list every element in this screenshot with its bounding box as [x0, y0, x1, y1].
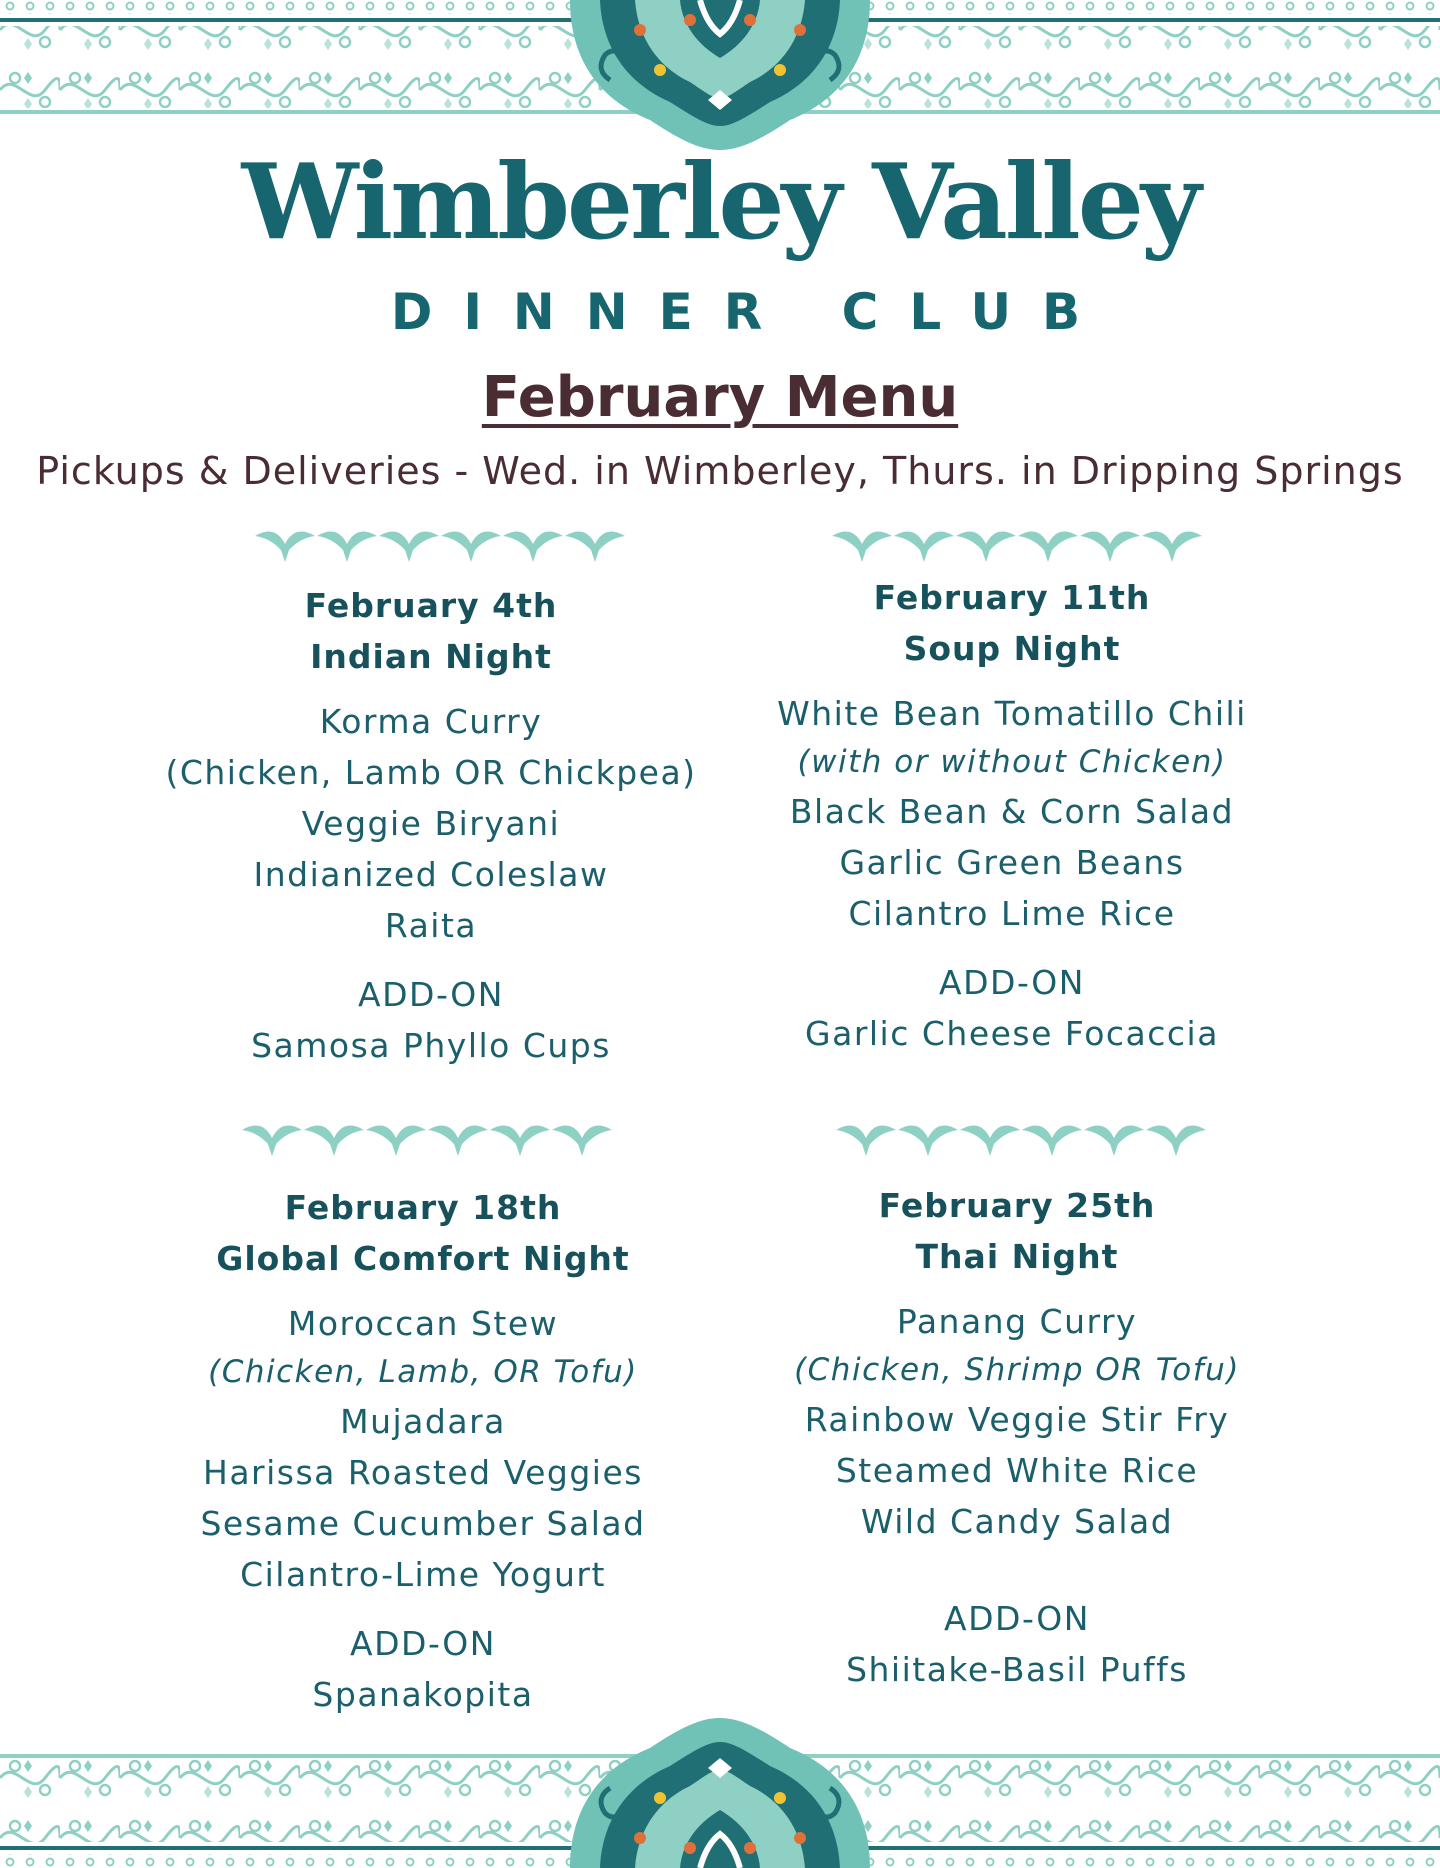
- menu-week-card: [707, 1180, 1327, 1695]
- menu-item: Rainbow Veggie Stir Fry: [804, 1400, 1230, 1439]
- addon-label: ADD-ON: [939, 963, 1085, 1002]
- week-date: February 25th: [878, 1186, 1156, 1225]
- menu-item: Harissa Roasted Veggies: [203, 1453, 643, 1492]
- menu-item: Panang Curry: [896, 1302, 1138, 1341]
- addon-label: ADD-ON: [944, 1599, 1090, 1638]
- menu-item: Cilantro-Lime Yogurt: [240, 1555, 606, 1594]
- addon-item: Spanakopita: [312, 1675, 534, 1714]
- menu-week-card: [121, 580, 741, 1071]
- menu-title-text: February Menu: [481, 365, 959, 430]
- menu-item: (with or without Chicken): [797, 744, 1227, 780]
- week-date: February 18th: [284, 1188, 562, 1227]
- leaf-divider-ornament: [822, 518, 1202, 562]
- menu-title: [0, 364, 1440, 432]
- menu-item: Cilantro Lime Rice: [848, 894, 1176, 933]
- leaf-divider-ornament: [245, 518, 625, 562]
- addon-item: Garlic Cheese Focaccia: [805, 1014, 1219, 1053]
- addon-label: ADD-ON: [358, 975, 504, 1014]
- leaf-divider-ornament: [826, 1112, 1206, 1156]
- week-date: February 11th: [873, 578, 1151, 617]
- menu-item: Korma Curry: [319, 702, 543, 741]
- menu-week-card: [113, 1182, 733, 1720]
- bottom-medallion-ornament: [540, 1718, 900, 1868]
- menu-item: Veggie Biryani: [301, 804, 561, 843]
- menu-item: Wild Candy Salad: [860, 1502, 1174, 1541]
- menu-item: Black Bean & Corn Salad: [789, 792, 1235, 831]
- addon-label: ADD-ON: [350, 1624, 496, 1663]
- menu-subtitle: Pickups & Deliveries - Wed. in Wimberley, Thurs. in Dripping Springs: [36, 449, 1404, 493]
- addon-item: Shiitake-Basil Puffs: [846, 1650, 1188, 1689]
- menu-item: (Chicken, Shrimp OR Tofu): [794, 1352, 1240, 1388]
- menu-item: Mujadara: [340, 1402, 506, 1441]
- week-theme: Soup Night: [903, 629, 1121, 668]
- leaf-divider-ornament: [232, 1112, 612, 1156]
- menu-item: Indianized Coleslaw: [253, 855, 609, 894]
- menu-item: Raita: [384, 906, 478, 945]
- menu-item: (Chicken, Lamb, OR Tofu): [208, 1354, 638, 1390]
- menu-week-card: [702, 572, 1322, 1059]
- top-medallion-ornament: [540, 0, 900, 150]
- brand-title: Wimberley Valley: [241, 140, 1199, 263]
- week-date: February 4th: [304, 586, 558, 625]
- menu-item: White Bean Tomatillo Chili: [777, 694, 1247, 733]
- menu-item: Sesame Cucumber Salad: [200, 1504, 646, 1543]
- week-theme: Thai Night: [915, 1237, 1119, 1276]
- menu-item: Moroccan Stew: [287, 1304, 559, 1343]
- menu-item: Steamed White Rice: [835, 1451, 1199, 1490]
- addon-item: Samosa Phyllo Cups: [251, 1026, 611, 1065]
- menu-item: Garlic Green Beans: [839, 843, 1185, 882]
- menu-item: (Chicken, Lamb OR Chickpea): [165, 753, 697, 792]
- brand-subtitle: DINNER CLUB: [390, 283, 1112, 341]
- week-theme: Global Comfort Night: [216, 1239, 630, 1278]
- week-theme: Indian Night: [310, 637, 552, 676]
